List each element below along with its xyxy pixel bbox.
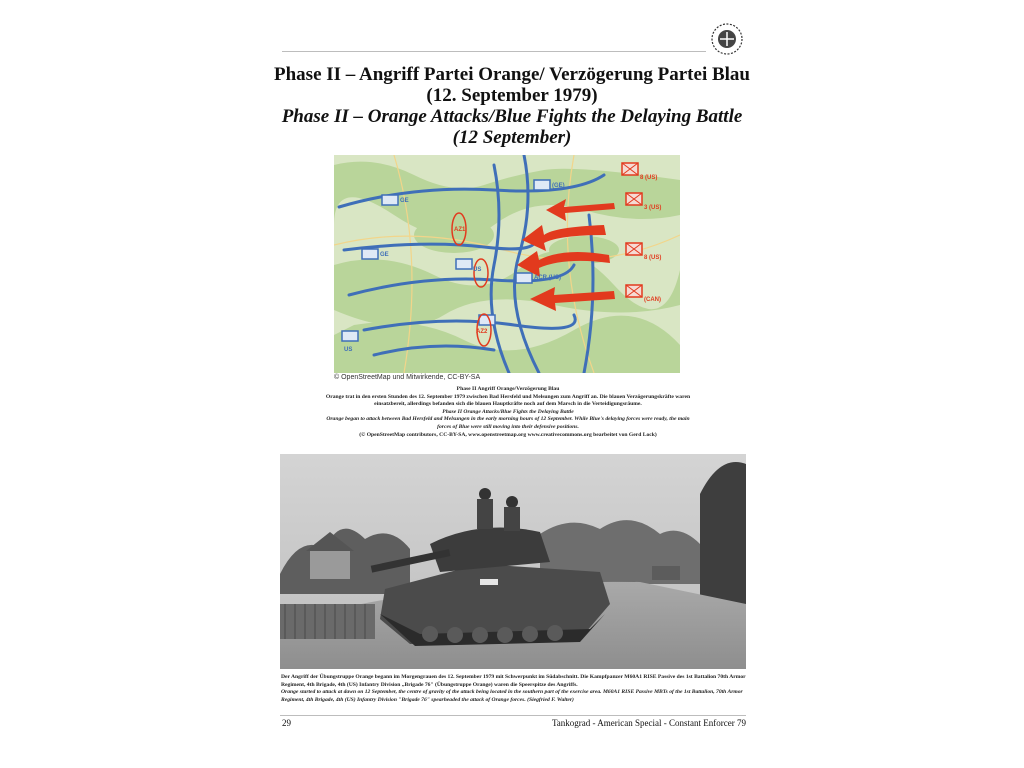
photo-caption <box>281 674 747 704</box>
photo-caption-en: Orange started to attack at dawn on 12 September, the centre of gravity of the attack being located in the southern part of the exercise area. M60A1 RISE Passive MBTs of the 1st Battalion, 70th Armor Regiment, 4th Brigade, 4th (US) Infantry Division "Brigade 76" spearheaded the attack of Orange forces. (Siegfried F. Walter) <box>281 689 743 703</box>
map-label-orange-unit-4: (CAN) <box>644 297 661 303</box>
map-label-ge-north: (GE) <box>552 183 565 189</box>
page-number: 29 <box>282 718 291 728</box>
tank-photo <box>280 454 746 669</box>
map-label-az1: AZ1 <box>454 227 466 233</box>
map-caption-en-title: Phase II Orange Attacks/Blue Fights the Delaying Battle <box>442 408 574 415</box>
title-english-date: (12 September) <box>452 127 572 148</box>
map-label-us-south: US <box>344 347 353 353</box>
map-caption-de-title: Phase II Angriff Orange/Verzögerung Blau <box>456 386 560 392</box>
map-caption-en-text: Orange began to attack between Bad Hersfeld and Melsungen in the early morning hours of 12 September. While Blue's delaying forces were ready, the main forces of Blue were still moving into their defensive positions. <box>326 416 690 430</box>
map-label-ge-west: GE <box>380 252 389 258</box>
photo-caption-de: Der Angriff der Übungstruppe Orange begann im Morgengrauen des 12. September 1979 mit Schwerpunkt im Südabschnitt. Die Kampfpanzer M60A1 RISE Passive des 1st Battalion 70th Armor Regiment, 4th Brigade, 4th (US) Infantry Division „Brigade 76" (Übungstruppe Orange) waren die Speerspitze des Angriffs. <box>281 674 746 688</box>
running-title: Tankograd - American Special - Constant Enforcer 79 <box>551 718 746 728</box>
map-label-us: US <box>473 267 482 273</box>
map-label-orange-unit-3: 8 (US) <box>644 255 662 261</box>
title-german-date: (12. September 1979) <box>426 85 598 106</box>
title-english: Phase II – Orange Attacks/Blue Fights the Delaying Battle <box>281 106 743 127</box>
publisher-logo-icon <box>708 20 746 58</box>
title-german: Phase II – Angriff Partei Orange/ Verzögerung Partei Blau <box>274 64 750 85</box>
header-rule <box>282 51 706 52</box>
map-label-ge: GE <box>400 198 409 204</box>
phase-map <box>334 155 680 373</box>
map-label-orange-unit-2: 3 (US) <box>644 205 662 211</box>
map-credit: © OpenStreetMap und Mitwirkende, CC-BY-SA <box>334 374 481 381</box>
map-caption-credit: (© OpenStreetMap contributors, CC-BY-SA, www.openstreetmap.org www.creativecommons.org bearbeitet von Gerd Lock) <box>359 431 657 438</box>
map-label-acr: ACR (US) <box>534 275 561 281</box>
footer-rule <box>280 715 746 716</box>
page-title-block <box>240 64 784 148</box>
map-caption <box>322 386 694 439</box>
map-label-az2: AZ2 <box>476 329 488 335</box>
map-caption-de-text: Orange trat in den ersten Stunden des 12. September 1979 zwischen Bad Hersfeld und Melsungen zum Angriff an. Die blauen Verzögerungskräfte waren einsatzbereit, allerdings befanden sich die blauen Hauptkräfte noch auf dem Marsch in die Verteidigungsräume. <box>325 393 691 408</box>
map-label-orange-unit-1: 8 (US) <box>640 175 658 181</box>
